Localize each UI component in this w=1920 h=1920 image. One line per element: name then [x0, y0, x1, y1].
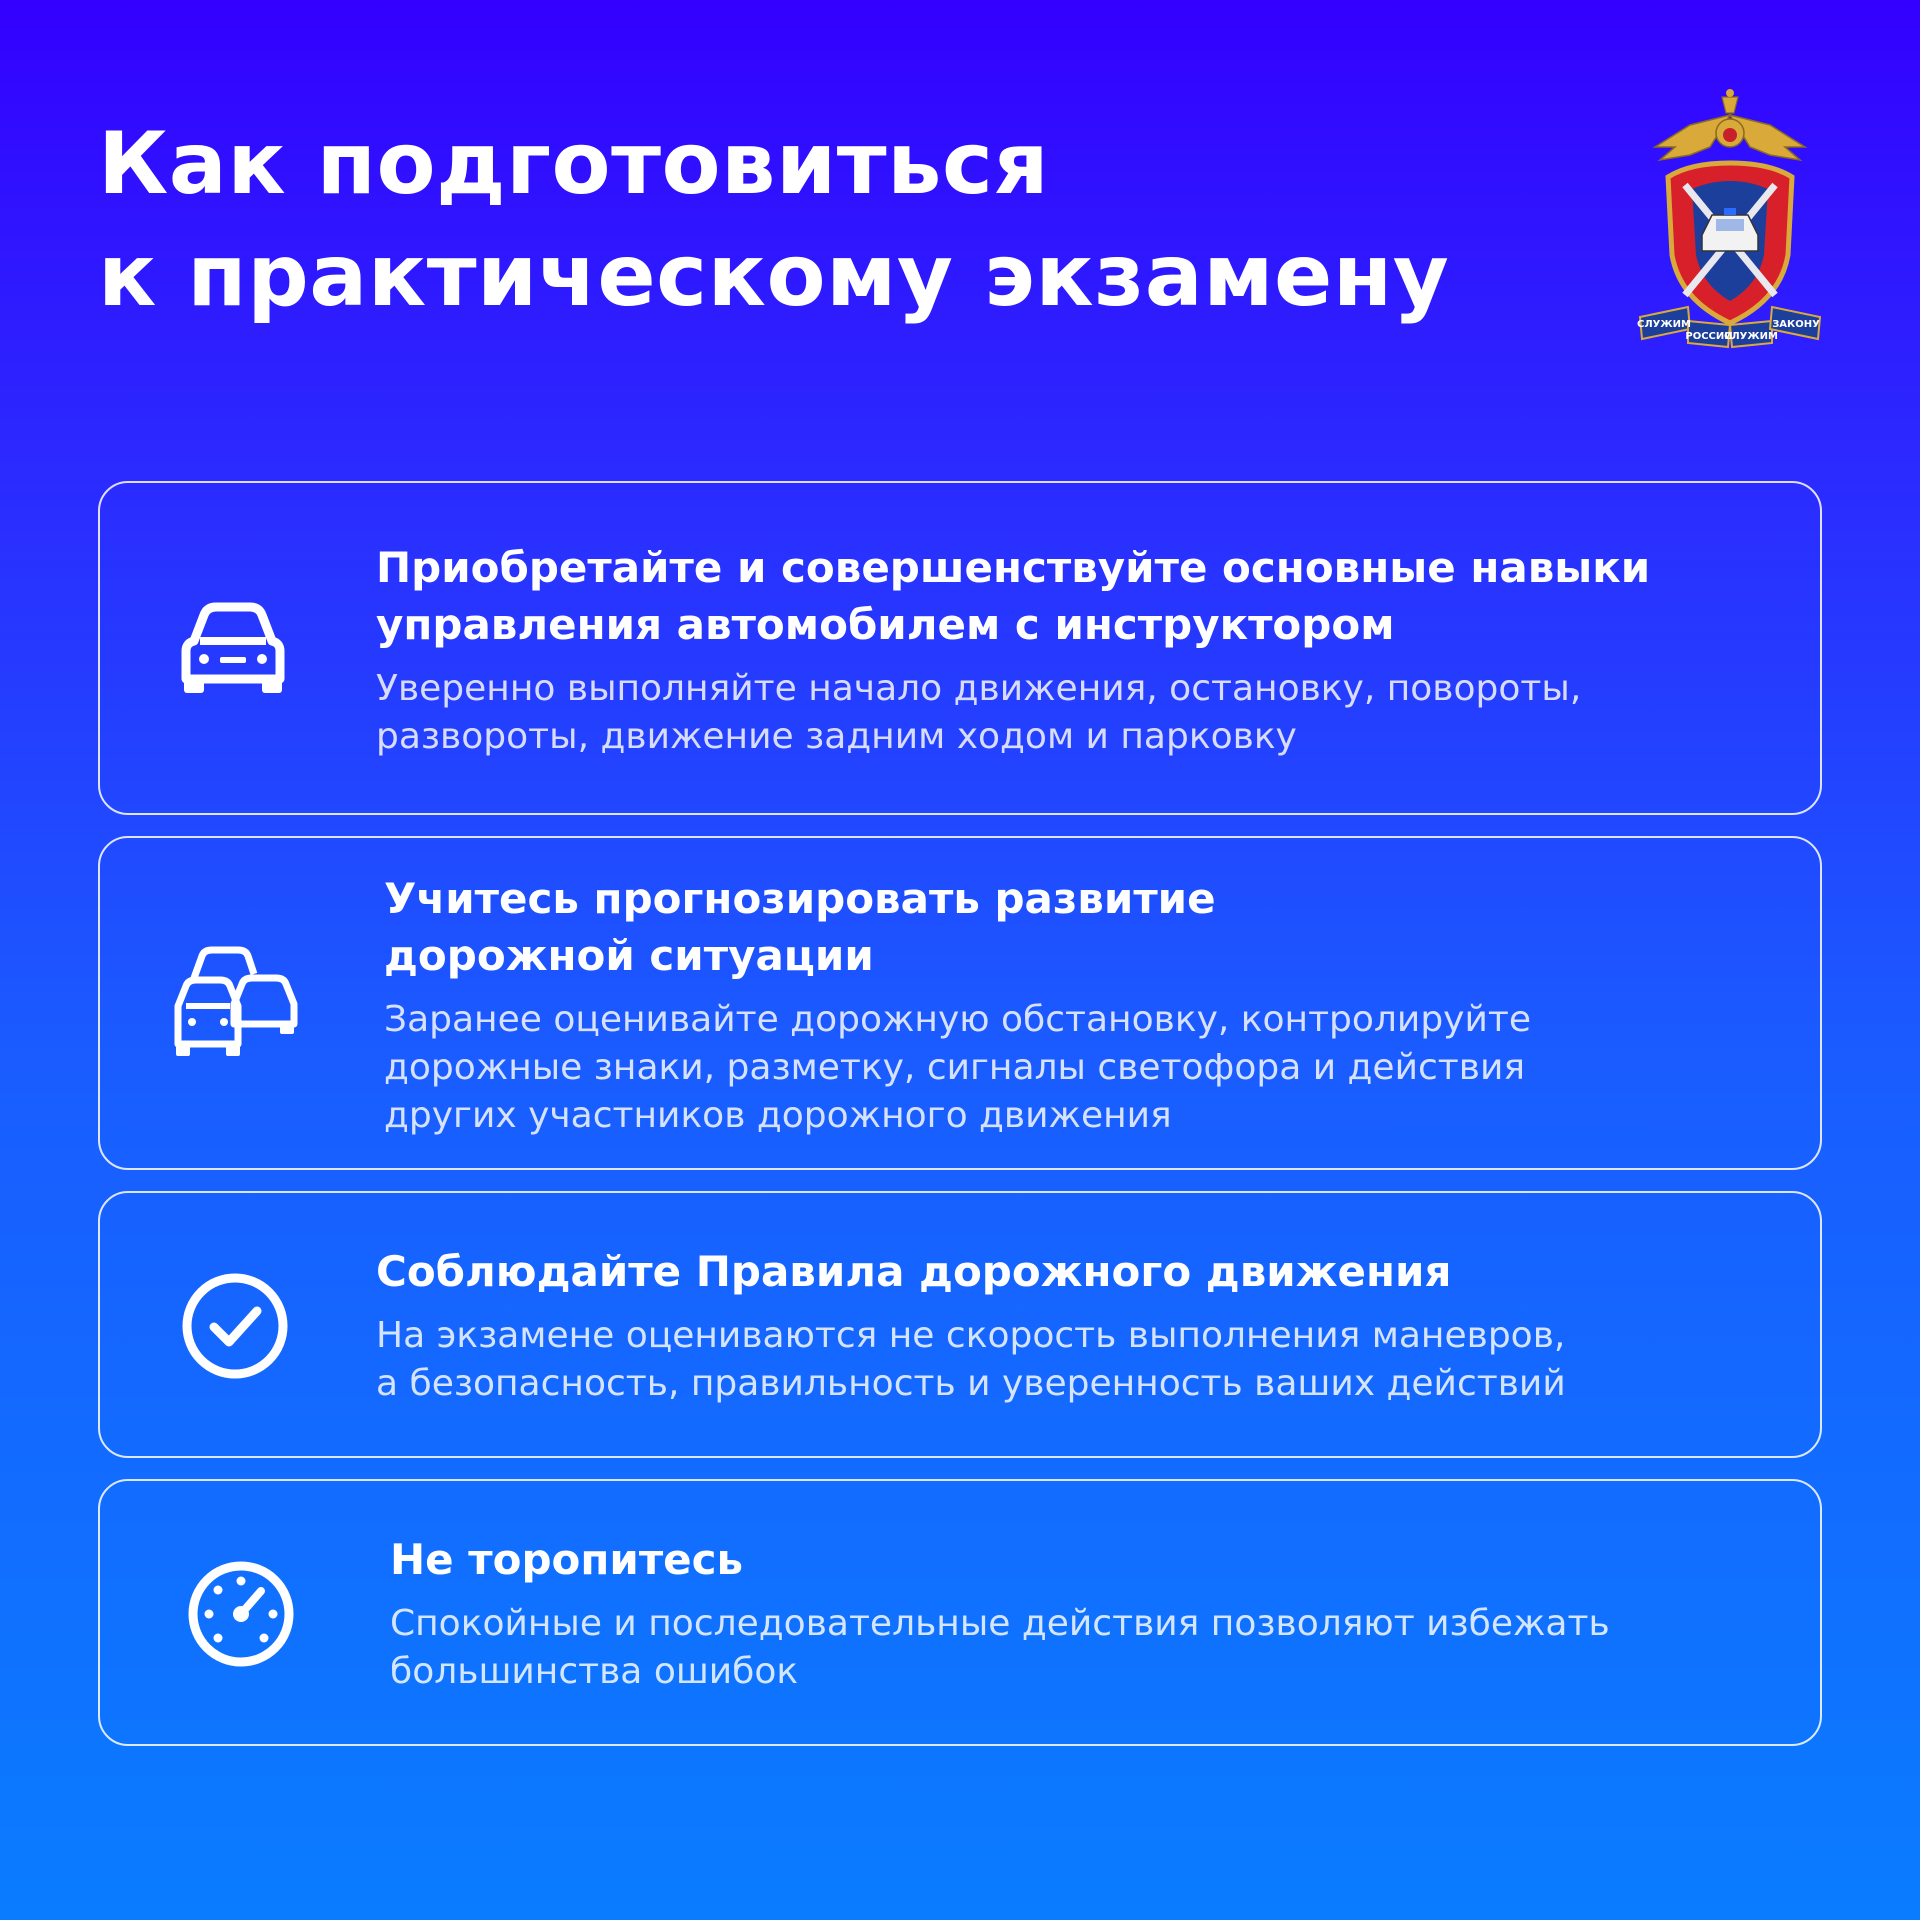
- tip-card-4: [98, 1479, 1822, 1746]
- emblem-ribbon-text-3: СЛУЖИМ: [1724, 331, 1778, 342]
- emblem-ribbon-text-2: РОССИИ: [1685, 331, 1733, 342]
- page-title-line-2: к практическому экзамену: [98, 226, 1450, 326]
- tip-card-1-text: Уверенно выполняйте начало движения, остановку, повороты, развороты, движение задним ходом и парковку: [376, 668, 1582, 757]
- page-title-line-1: Как подготовиться: [98, 114, 1050, 214]
- tip-card-3-title: Соблюдайте Правила дорожного движения: [376, 1247, 1452, 1296]
- tip-card-2-title: Учитесь прогнозировать развитие дорожной ситуации: [384, 874, 1216, 980]
- emblem-ribbon-text-1: СЛУЖИМ: [1637, 319, 1691, 330]
- tip-card-2-text: Заранее оценивайте дорожную обстановку, контролируйте дорожные знаки, разметку, сигналы светофора и действия других участников дорожного движения: [384, 999, 1531, 1136]
- tip-card-1-title: Приобретайте и совершенствуйте основные навыки управления автомобилем с инструктором: [376, 543, 1651, 649]
- emblem-ribbon-text-4: ЗАКОНУ: [1772, 319, 1820, 330]
- gibdd-emblem: [1630, 85, 1830, 355]
- traffic-jam-icon: [172, 944, 302, 1060]
- page-title: [98, 108, 1598, 332]
- car-icon: [178, 601, 288, 696]
- check-circle-icon: [180, 1271, 290, 1381]
- tip-card-4-text: Спокойные и последовательные действия позволяют избежать большинства ошибок: [390, 1603, 1610, 1692]
- speedometer-icon: [186, 1559, 296, 1669]
- tip-card-2: [98, 836, 1822, 1170]
- tip-card-4-title: Не торопитесь: [390, 1535, 744, 1584]
- tip-card-3-text: На экзамене оцениваются не скорость выполнения маневров, а безопасность, правильность и уверенность ваших действий: [376, 1315, 1566, 1404]
- tip-card-3: [98, 1191, 1822, 1458]
- tip-card-1: [98, 481, 1822, 815]
